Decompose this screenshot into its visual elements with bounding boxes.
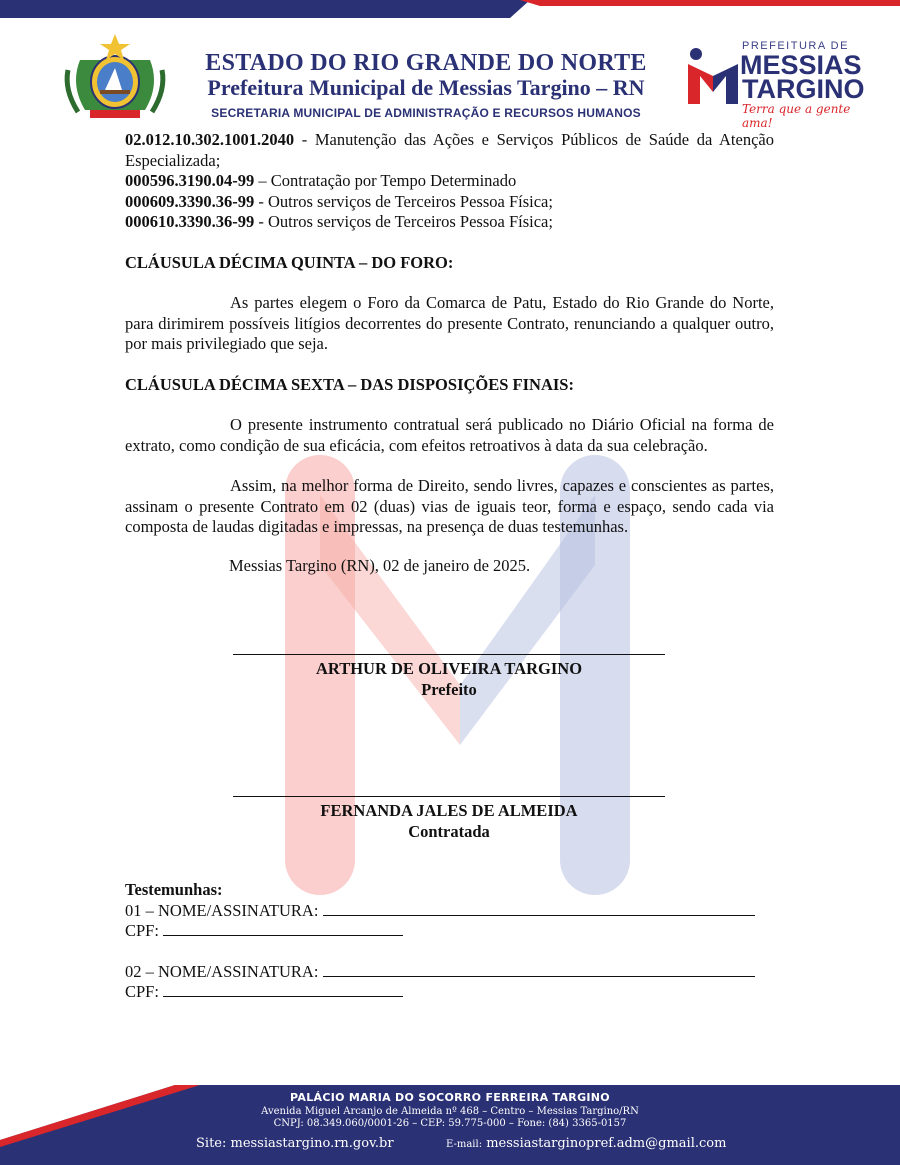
footer-address: Avenida Miguel Arcanjo de Almeida nº 468 – Centro – Messias Targino/RN	[261, 1106, 639, 1117]
signatory-role: Contratada	[408, 822, 490, 841]
footer-email-row	[446, 1136, 726, 1151]
witness-cpf-blank	[163, 921, 403, 936]
budget-code: 000596.3190.04-99	[125, 171, 255, 190]
logo-tagline: Terra que a gente ama!	[742, 102, 851, 130]
state-name: ESTADO DO RIO GRANDE DO NORTE	[205, 50, 647, 76]
budget-separator: -	[254, 191, 268, 211]
state-coat-of-arms-icon	[60, 30, 170, 122]
clause-15-title: CLÁUSULA DÉCIMA QUINTA – DO FORO:	[125, 252, 454, 272]
witnesses-section	[125, 880, 785, 1003]
clause-16-paragraph-2: Assim, na melhor forma de Direito, sendo livres, capazes e conscientes as partes, assinam o presente Contrato em 02 (duas) vias de iguais teor, forma e espaço, sendo cada via composta de laudas digitadas e impressas, na presença de duas testemunhas.	[125, 476, 774, 536]
witness-cpf-blank	[163, 982, 403, 997]
budget-text: Manutenção das Ações e Serviços Públicos de Saúde da Atenção Especializada;	[125, 130, 774, 170]
footer-email: messiastarginopref.adm@gmail.com	[486, 1136, 727, 1151]
budget-line-4	[125, 212, 774, 233]
budget-text: Contratação por Tempo Determinado	[270, 171, 517, 190]
witness-2-name-row	[125, 962, 785, 983]
witness-label: 02 – NOME/ASSINATURA:	[125, 961, 319, 981]
witness-1-cpf-row	[125, 921, 785, 942]
m-logo-icon	[684, 46, 742, 106]
witness-1-name-row	[125, 901, 785, 922]
signatory-role: Prefeito	[421, 680, 477, 699]
municipality-name: Prefeitura Municipal de Messias Targino – RN	[207, 75, 645, 100]
budget-line-3	[125, 192, 774, 213]
signing-date: Messias Targino (RN), 02 de janeiro de 2025.	[229, 556, 531, 575]
contract-body	[125, 130, 774, 538]
signatory-name: FERNANDA JALES DE ALMEIDA	[320, 801, 578, 820]
footer-building: PALÁCIO MARIA DO SOCORRO FERREIRA TARGINO	[290, 1091, 610, 1104]
prefeitura-logo	[684, 38, 874, 130]
clause-15-text: As partes elegem o Foro da Comarca de Patu, Estado do Rio Grande do Norte, para dirimirem possíveis litígios decorrentes do presente Contrato, renunciando a qualquer outro, por mais privilegiado que seja.	[125, 293, 774, 353]
footer-info	[0, 1091, 900, 1129]
budget-text: Outros serviços de Terceiros Pessoa Física;	[268, 191, 553, 211]
budget-line-2	[125, 171, 774, 192]
clause-16-paragraph-1: O presente instrumento contratual será publicado no Diário Oficial na forma de extrato, como condição de sua eficácia, com efeitos retroativos à data da sua celebração.	[125, 415, 774, 455]
budget-separator: -	[294, 130, 315, 149]
witness-signature-blank	[323, 962, 755, 977]
signatory-name: ARTHUR DE OLIVEIRA TARGINO	[315, 659, 583, 678]
signature-block-mayor	[233, 654, 665, 700]
signature-line	[233, 796, 665, 797]
witness-cpf-label: CPF:	[125, 921, 159, 940]
signature-line	[233, 654, 665, 655]
clause-16-title: CLÁUSULA DÉCIMA SEXTA – DAS DISPOSIÇÕES FINAIS:	[125, 374, 574, 394]
budget-text: Outros serviços de Terceiros Pessoa Física;	[268, 212, 553, 231]
witness-label: 01 – NOME/ASSINATURA:	[125, 900, 319, 920]
budget-code: 000609.3390.36-99	[125, 191, 255, 211]
witness-signature-blank	[323, 901, 755, 916]
letterhead	[0, 24, 900, 130]
budget-line-1	[125, 130, 774, 171]
signature-block-contractor	[233, 796, 665, 842]
footer-email-label: E-mail:	[446, 1139, 483, 1150]
budget-separator: –	[254, 171, 271, 190]
witnesses-title: Testemunhas:	[125, 880, 223, 899]
witness-2-cpf-row	[125, 982, 785, 1003]
budget-code: 000610.3390.36-99	[125, 212, 255, 231]
top-decorative-bar	[0, 0, 900, 18]
budget-separator: -	[254, 212, 268, 231]
footer-site: Site: messiastargino.rn.gov.br	[196, 1136, 394, 1151]
witness-cpf-label: CPF:	[125, 982, 159, 1001]
logo-line-1: MESSIAS	[740, 50, 862, 80]
logo-prefix: PREFEITURA DE	[742, 40, 849, 52]
footer-ids: CNPJ: 08.349.060/0001-26 – CEP: 59.775-000 – Fone: (84) 3365-0157	[273, 1118, 627, 1129]
logo-line-2: TARGINO	[742, 74, 865, 104]
secretariat-name: SECRETARIA MUNICIPAL DE ADMINISTRAÇÃO E RECURSOS HUMANOS	[211, 106, 641, 120]
budget-code: 02.012.10.302.1001.2040	[125, 130, 295, 149]
